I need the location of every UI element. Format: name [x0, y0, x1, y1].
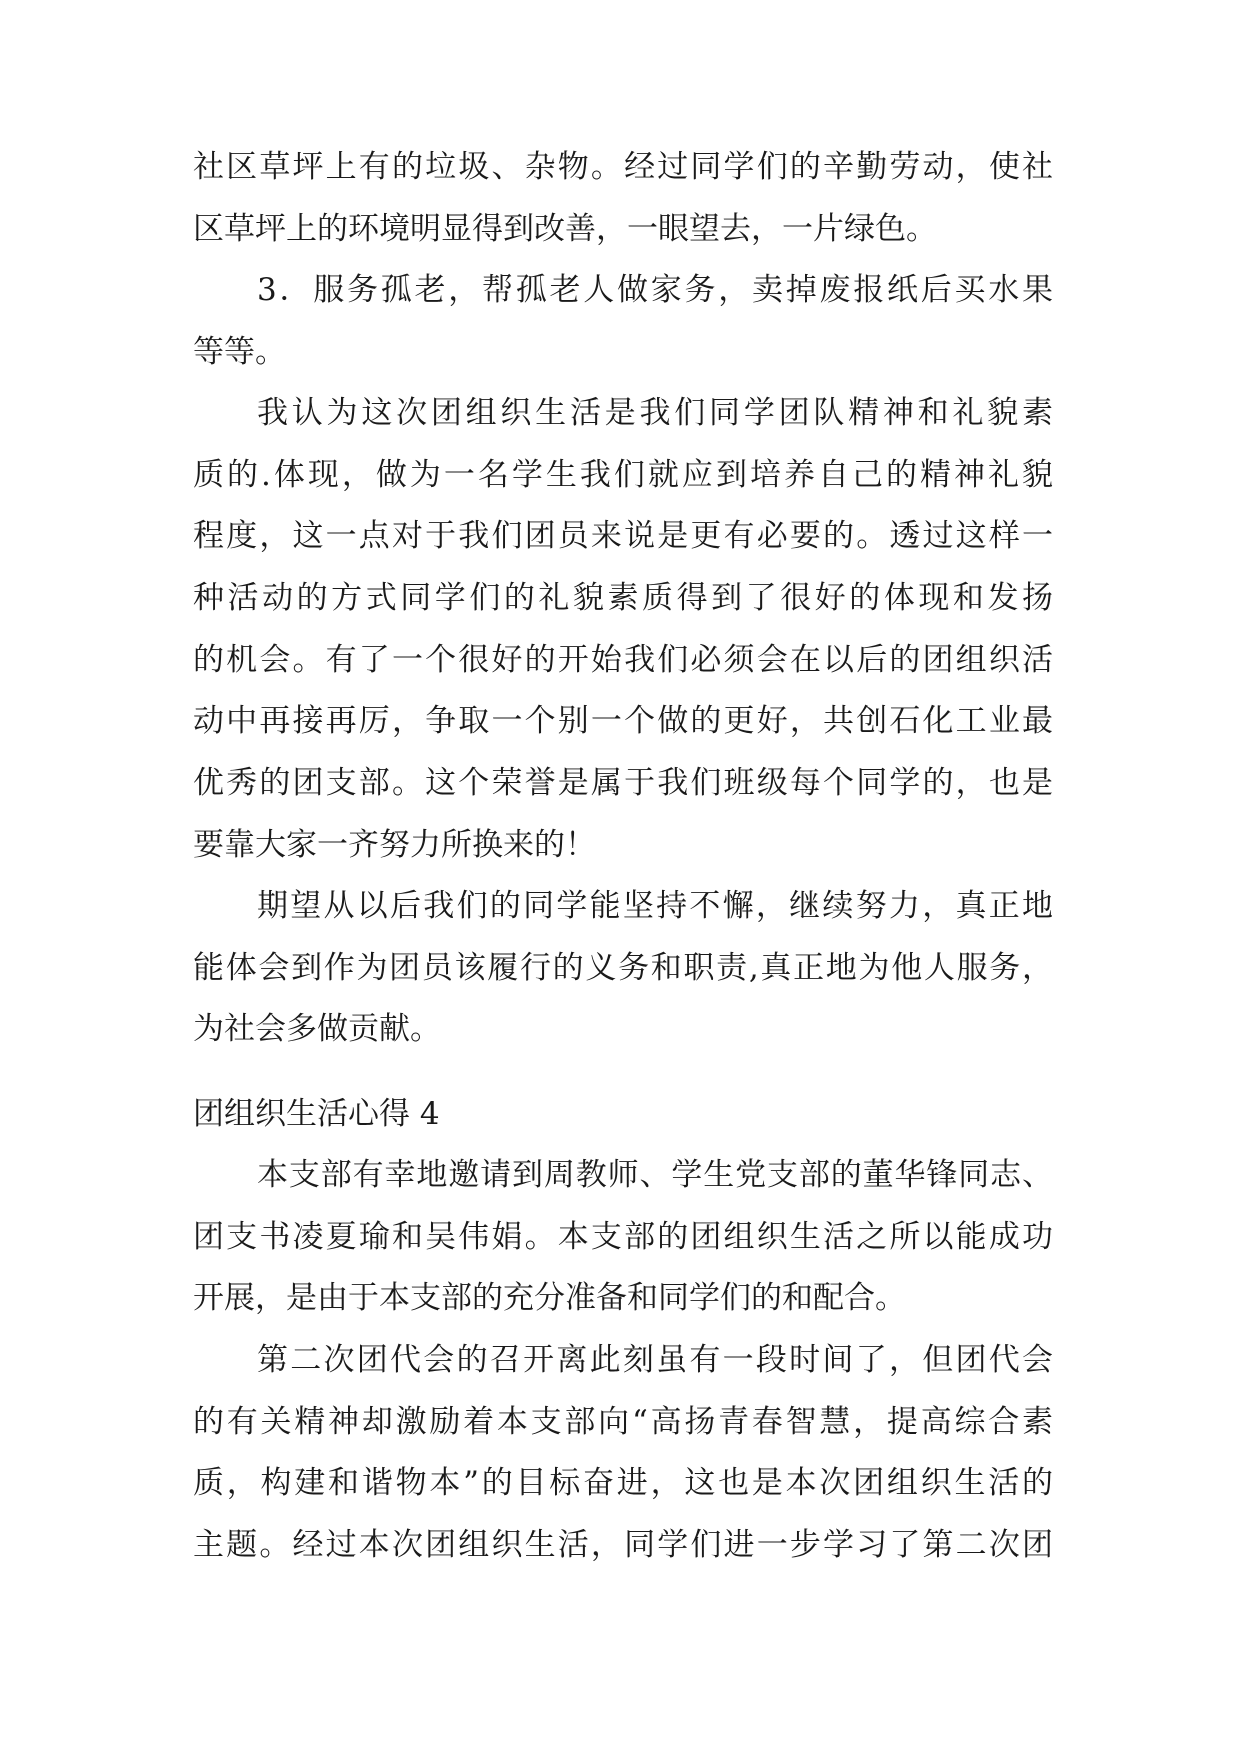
- paragraph-reflection: [193, 383, 1053, 877]
- text-line: 等等。: [193, 333, 286, 370]
- text-line: 优秀的团支部。这个荣誉是属于我们班级每个同学的，也是: [193, 765, 1053, 802]
- text-line: 质，构建和谐物本”的目标奋进，这也是本次团组织生活的: [193, 1465, 1053, 1502]
- section-heading: 团组织生活心得 4: [193, 1096, 440, 1132]
- text-line: 质的.体现，做为一名学生我们就应到培养自己的精神礼貌: [193, 456, 1053, 493]
- text-line: 程度，这一点对于我们团员来说是更有必要的。透过这样一: [193, 518, 1053, 555]
- text-line: 主题。经过本次团组织生活，同学们进一步学习了第二次团: [193, 1527, 1053, 1564]
- text-line: 本支部有幸地邀请到周教师、学生党支部的董华锋同志、: [257, 1157, 1053, 1193]
- paragraph-serve-elderly: [193, 260, 1053, 383]
- text-line: 能体会到作为团员该履行的义务和职责,真正地为他人服务，: [193, 949, 1053, 986]
- text-line: 动中再接再厉，争取一个别一个做的更好，共创石化工业最: [193, 703, 1053, 740]
- paragraph-hope: [193, 876, 1053, 1061]
- text-line: 的机会。有了一个很好的开始我们必须会在以后的团组织活: [193, 641, 1053, 678]
- paragraph-invitation: [193, 1145, 1053, 1330]
- paragraph-second-congress: [193, 1330, 1053, 1577]
- text-line: 社区草坪上有的垃圾、杂物。经过同学们的辛勤劳动，使社: [193, 149, 1053, 185]
- text-line: 种活动的方式同学们的礼貌素质得到了很好的体现和发扬: [193, 580, 1053, 617]
- text-line: 区草坪上的环境明显得到改善，一眼望去，一片绿色。: [193, 210, 937, 247]
- paragraph-community-lawn: [193, 137, 1053, 260]
- text-line: 期望从以后我们的同学能坚持不懈，继续努力，真正地: [257, 888, 1053, 924]
- text-line: 我认为这次团组织生活是我们同学团队精神和礼貌素: [257, 395, 1053, 431]
- text-line: 第二次团代会的召开离此刻虽有一段时间了，但团代会: [257, 1342, 1053, 1378]
- text-line: 的有关精神却激励着本支部向“高扬青春智慧，提高综合素: [193, 1403, 1053, 1440]
- text-line: 为社会多做贡献。: [193, 1011, 441, 1048]
- text-line: 3．服务孤老，帮孤老人做家务，卖掉废报纸后买水果: [257, 272, 1053, 308]
- text-line: 要靠大家一齐努力所换来的！: [193, 826, 596, 863]
- text-line: 团支书凌夏瑜和吴伟娟。本支部的团组织生活之所以能成功: [193, 1218, 1053, 1255]
- text-line: 开展，是由于本支部的充分准备和同学们的和配合。: [193, 1280, 906, 1317]
